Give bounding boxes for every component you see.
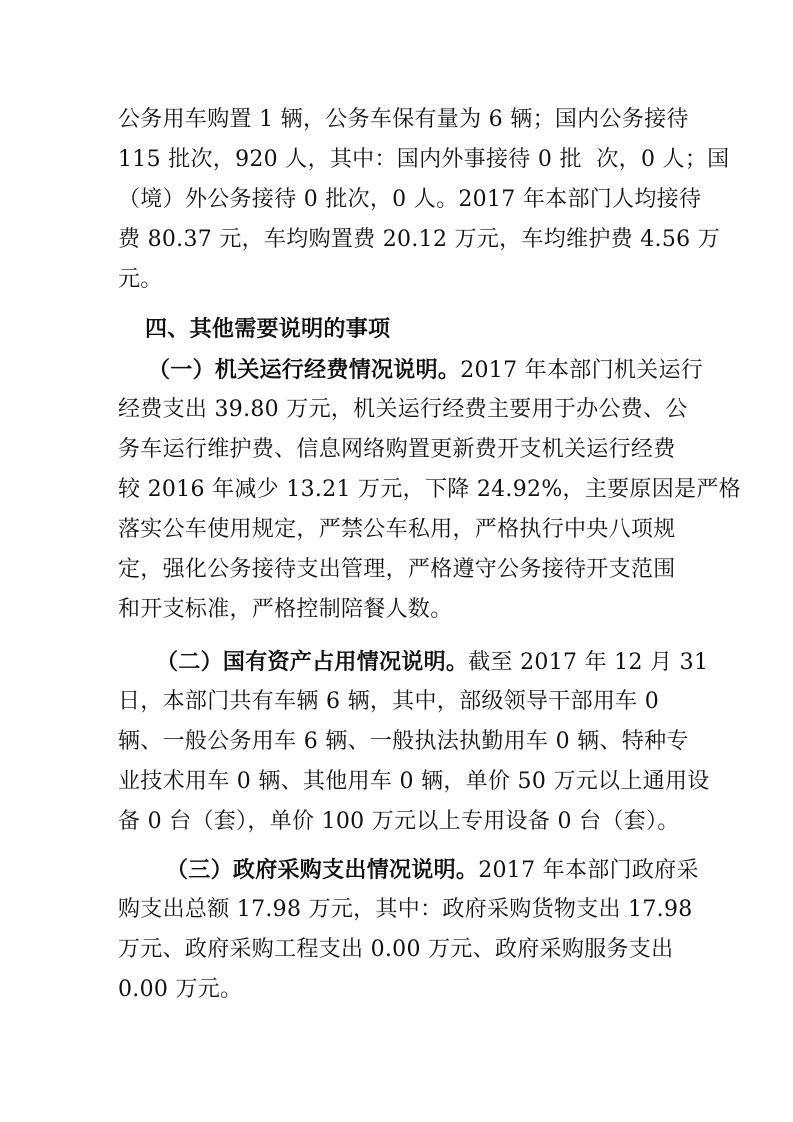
section-3-first-line: 2017 年本部门政府采 xyxy=(478,858,699,883)
text-line: 115 批次，920 人，其中：国内外事接待 0 批 次，0 人；国 xyxy=(118,147,730,172)
section-1-first-line: 2017 年本部门机关运行 xyxy=(460,358,704,383)
text-line: 购支出总额 17.98 万元，其中：政府采购货物支出 17.98 xyxy=(118,897,693,922)
section-heading: 四、其他需要说明的事项 xyxy=(145,316,391,342)
text-line: 较 2016 年减少 13.21 万元，下降 24.92%，主要原因是严格 xyxy=(118,477,741,502)
intro-paragraph xyxy=(118,100,730,300)
section-1-paragraph xyxy=(118,350,741,630)
text-line: 公务用车购置 1 辆，公务车保有量为 6 辆；国内公务接待 xyxy=(118,107,689,132)
section-3-title: （三）政府采购支出情况说明。 xyxy=(166,857,479,883)
section-1-title: （一）机关运行经费情况说明。 xyxy=(148,357,461,383)
section-2-paragraph xyxy=(118,642,710,842)
text-line: 费 80.37 元，车均购置费 20.12 万元，车均维护费 4.56 万 xyxy=(118,227,721,252)
text-line: 落实公车使用规定，严禁公车私用，严格执行中央八项规 xyxy=(118,517,676,542)
text-line: 元。 xyxy=(118,267,163,292)
section-3-paragraph xyxy=(118,850,699,1010)
text-line: 定，强化公务接待支出管理，严格遵守公务接待开支范围 xyxy=(118,557,676,582)
text-line: 和开支标准，严格控制陪餐人数。 xyxy=(118,597,453,622)
section-2-title: （二）国有资产占用情况说明。 xyxy=(156,649,469,675)
section-2-first-line: 截至 2017 年 12 月 31 xyxy=(468,650,709,675)
text-line: 辆、一般公务用车 6 辆、一般执法执勤用车 0 辆、特种专 xyxy=(118,729,689,754)
text-line: 万元、政府采购工程支出 0.00 万元、政府采购服务支出 xyxy=(118,937,674,962)
text-line xyxy=(118,350,704,390)
text-line: 务车运行维护费、信息网络购置更新费开支机关运行经费 xyxy=(118,437,676,462)
text-line: （境）外公务接待 0 批次，0 人。2017 年本部门人均接待 xyxy=(118,187,702,212)
text-line xyxy=(118,850,699,890)
text-line xyxy=(118,642,709,682)
text-line: 0.00 万元。 xyxy=(118,977,243,1002)
text-line: 经费支出 39.80 万元，机关运行经费主要用于办公费、公 xyxy=(118,397,688,422)
text-line: 备 0 台（套），单价 100 万元以上专用设备 0 台（套）。 xyxy=(118,809,680,834)
section-heading-block xyxy=(145,309,705,349)
text-line: 日，本部门共有车辆 6 辆，其中，部级领导干部用车 0 xyxy=(118,689,660,714)
text-line: 业技术用车 0 辆、其他用车 0 辆，单价 50 万元以上通用设 xyxy=(118,769,710,794)
